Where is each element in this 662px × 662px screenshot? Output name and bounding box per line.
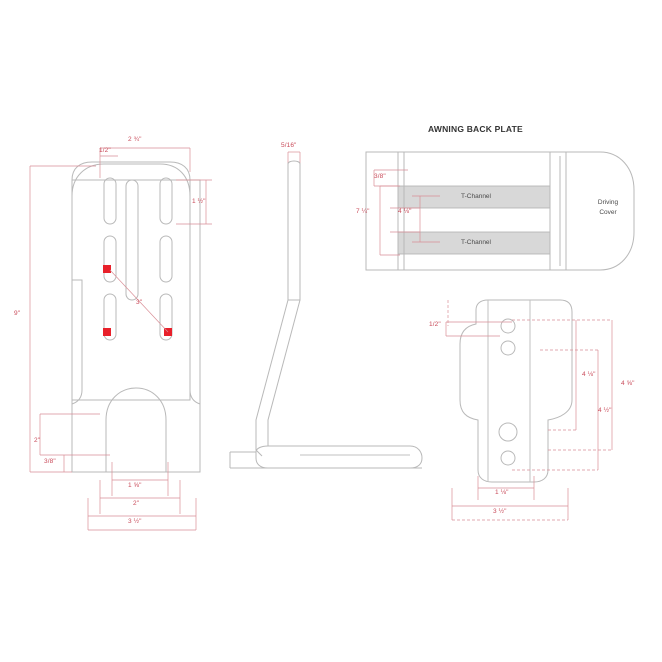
dim-bracket-top-offset: 1/2" (429, 321, 441, 328)
dim-bracket-hole-offset: 1 ⅛" (495, 489, 509, 496)
dim-bracket-width: 3 ½" (493, 508, 507, 515)
awning-back-plate-title: AWNING BACK PLATE (428, 124, 523, 134)
dim-front-bottom-width: 3 ½" (128, 518, 142, 525)
front-view-geometry (30, 148, 212, 530)
dim-front-thickness: 3/8" (44, 458, 56, 465)
dim-side-rod-diameter: 5/16" (281, 142, 297, 149)
dim-front-width-top: 2 ¾" (128, 136, 142, 143)
dim-front-slot-height: 1 ½" (192, 198, 206, 205)
dim-bracket-height-c: 4 ½" (598, 407, 612, 414)
dim-abp-channel-thickness: 3/8" (374, 173, 386, 180)
dim-bracket-height-b: 4 ⅝" (621, 380, 635, 387)
dim-front-bottom-slot: 1 ⅝" (128, 482, 142, 489)
t-channel-lower-label: T-Channel (461, 239, 491, 246)
driving-cover-label-line1: Driving (597, 199, 619, 206)
dim-front-total-height: 9" (14, 310, 21, 317)
dim-bracket-height-a: 4 ⅛" (582, 371, 596, 378)
driving-cover-label-line2: Cover (599, 209, 617, 216)
dim-abp-channel-spacing: 4 ⅛" (398, 208, 412, 215)
dim-front-offset-left: 1/2" (99, 147, 111, 154)
dim-front-hole-spacing: 3" (136, 299, 143, 306)
dim-front-base-offset: 2" (34, 437, 41, 444)
dim-abp-total-height: 7 ¼" (356, 208, 370, 215)
dim-front-bottom-offset: 2" (133, 500, 140, 507)
bracket-view-geometry (446, 300, 612, 520)
t-channel-upper-label: T-Channel (461, 193, 491, 200)
side-view-geometry (230, 152, 422, 468)
